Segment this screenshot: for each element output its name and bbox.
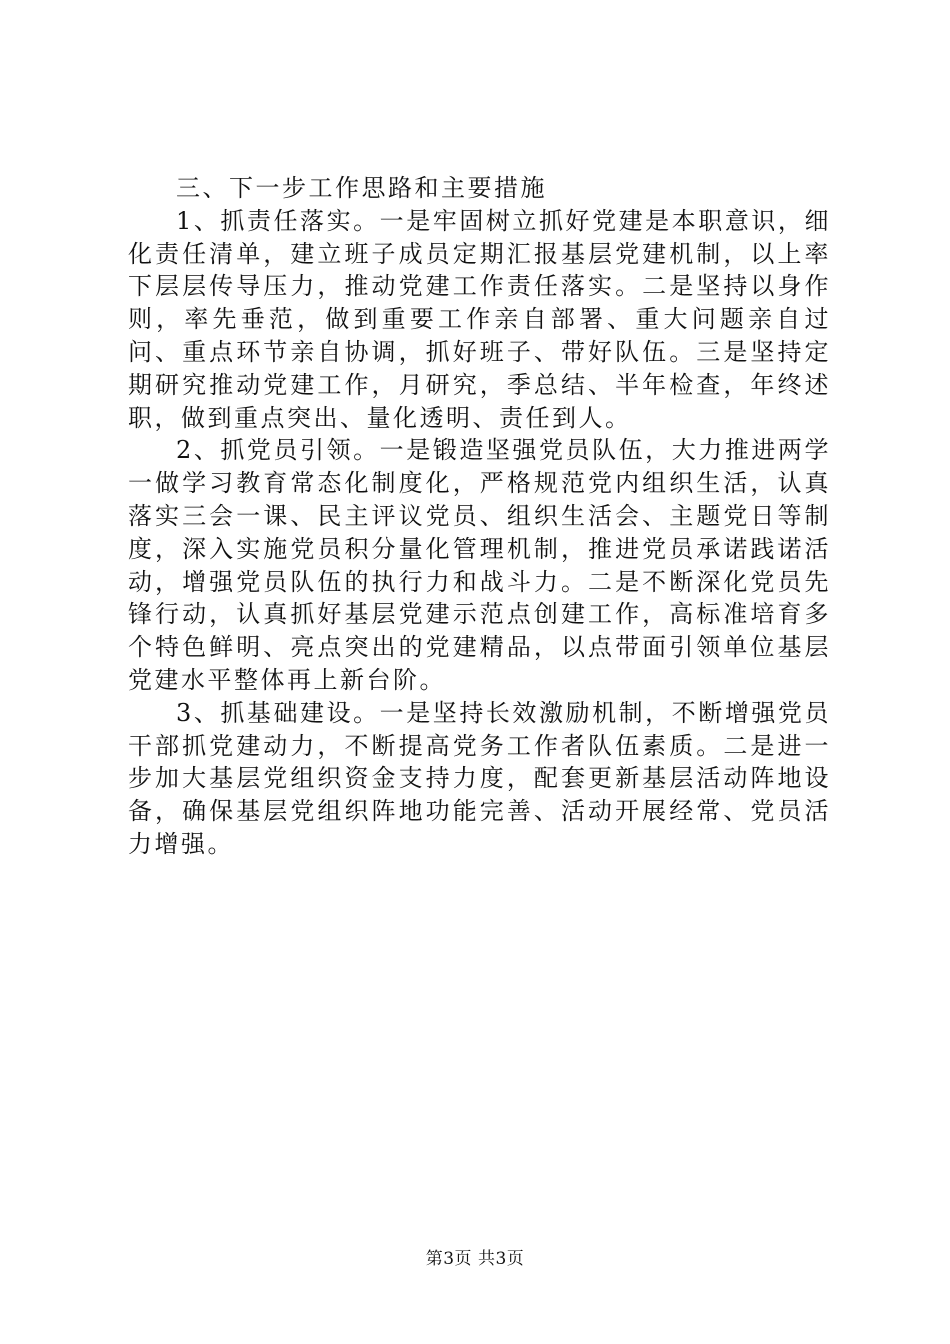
page-number-footer: 第3页 共3页: [425, 1249, 525, 1269]
paragraph-responsibility: 1、抓责任落实。一是牢固树立抓好党建是本职意识，细化责任清单，建立班子成员定期汇报基层党建机制，以上率下层层传导压力，推动党建工作责任落实。二是坚持以身作则，率先垂范，做到重要工作亲自部署、重大问题亲自过问、重点环节亲自协调，抓好班子、带好队伍。三是坚持定期研究推动党建工作，月研究，季总结、半年检查，年终述职，做到重点突出、量化透明、责任到人。: [128, 206, 831, 432]
section-heading: 三、下一步工作思路和主要措施: [176, 174, 547, 202]
paragraph-foundation: 3、抓基础建设。一是坚持长效激励机制，不断增强党员干部抓党建动力，不断提高党务工作者队伍素质。二是进一步加大基层党组织资金支持力度，配套更新基层活动阵地设备，确保基层党组织阵地功能完善、活动开展经常、党员活力增强。: [128, 698, 831, 858]
document-body: [128, 172, 831, 861]
paragraph-party-members: 2、抓党员引领。一是锻造坚强党员队伍，大力推进两学一做学习教育常态化制度化，严格规范党内组织生活，认真落实三会一课、民主评议党员、组织生活会、主题党日等制度，深入实施党员积分量化管理机制，推进党员承诺践诺活动，增强党员队伍的执行力和战斗力。二是不断深化党员先锋行动，认真抓好基层党建示范点创建工作，高标准培育多个特色鲜明、亮点突出的党建精品，以点带面引领单位基层党建水平整体再上新台阶。: [128, 436, 831, 694]
